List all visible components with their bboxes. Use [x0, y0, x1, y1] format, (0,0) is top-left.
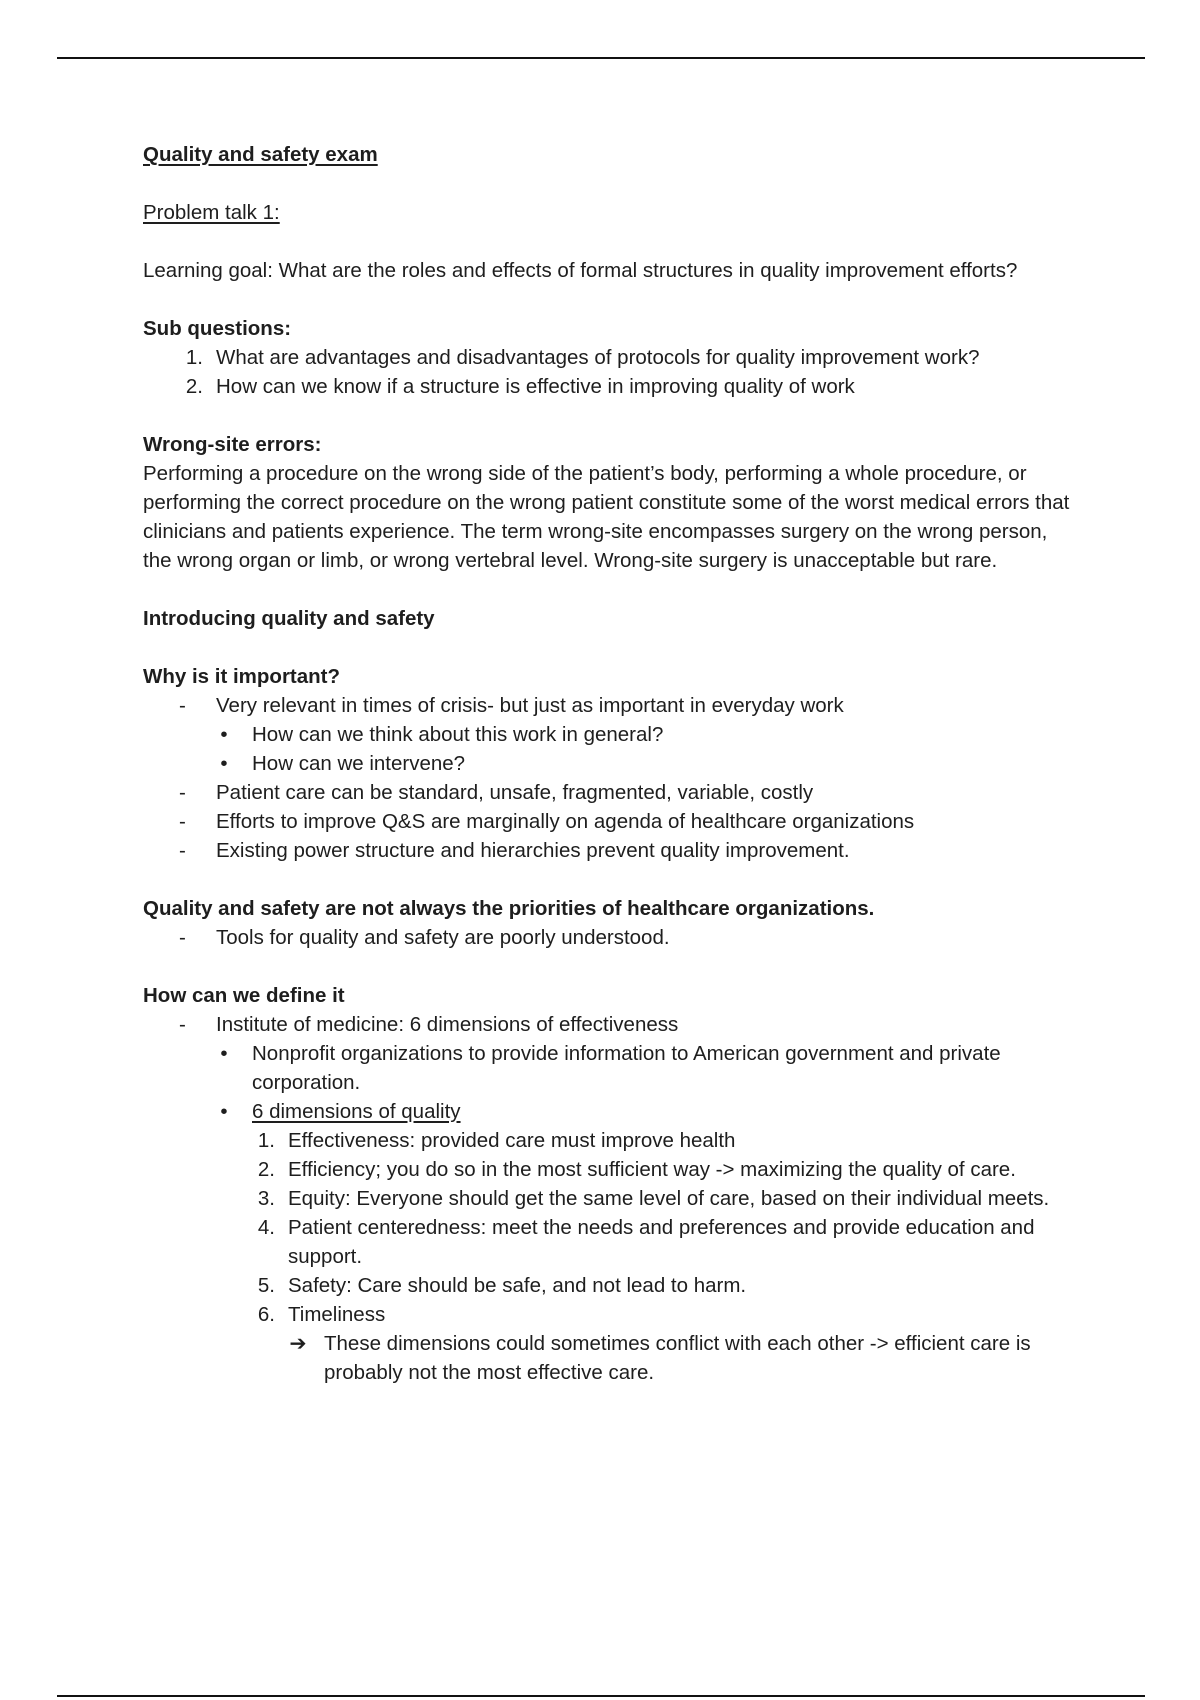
list-number: 5. [257, 1274, 275, 1297]
list-item-text: How can we know if a structure is effective in improving quality of work [216, 375, 855, 398]
define-heading: How can we define it [143, 984, 345, 1007]
list-item-text: Equity: Everyone should get the same level of care, based on their individual meets. [288, 1187, 1050, 1210]
introducing-heading: Introducing quality and safety [143, 607, 435, 630]
list-item [143, 691, 1073, 720]
list-item-text: Safety: Care should be safe, and not lead to harm. [288, 1274, 747, 1297]
list-item-text: Effectiveness: provided care must improve health [288, 1129, 736, 1152]
list-number: 2. [185, 375, 203, 398]
not-priorities-heading: Quality and safety are not always the priorities of healthcare organizations. [143, 897, 875, 920]
list-item-text: How can we intervene? [252, 752, 466, 775]
list-item-text: Patient centeredness: meet the needs and preferences and provide education and support. [288, 1216, 1035, 1268]
list-number: 2. [257, 1158, 275, 1181]
list-item-text: Timeliness [288, 1303, 386, 1326]
list-item [143, 372, 1073, 401]
header-rule [57, 57, 1145, 59]
learning-goal: Learning goal: What are the roles and effects of formal structures in quality improvement efforts? [143, 259, 1018, 282]
list-item [143, 720, 1073, 749]
dash-marker: - [179, 810, 186, 833]
list-item-text: These dimensions could sometimes conflict with each other -> efficient care is probably not the most effective care. [324, 1332, 1031, 1384]
footer-rule [57, 1695, 1145, 1697]
list-item-text: How can we think about this work in general? [252, 723, 664, 746]
list-item-text: Very relevant in times of crisis- but just as important in everyday work [216, 694, 844, 717]
wrong-site-body: Performing a procedure on the wrong side of the patient’s body, performing a whole procedure, or performing the correct procedure on the wrong patient constitute some of the worst medical errors that clinicians and patients experience. The term wrong-site encompasses surgery on the wrong person, the wrong organ or limb, or wrong vertebral level. Wrong-site surgery is unacceptable but rare. [143, 462, 1070, 572]
bullet-marker: • [220, 723, 228, 746]
dash-marker: - [179, 839, 186, 862]
list-item [143, 836, 1073, 865]
list-item [143, 1126, 1073, 1155]
list-item [143, 807, 1073, 836]
bullet-marker: • [220, 1100, 228, 1123]
list-item-text: Institute of medicine: 6 dimensions of effectiveness [216, 1013, 679, 1036]
sub-questions-heading: Sub questions: [143, 317, 292, 340]
bullet-marker: • [220, 1042, 228, 1065]
list-item-text: Tools for quality and safety are poorly understood. [216, 926, 670, 949]
problem-talk-heading: Problem talk 1: [143, 201, 280, 224]
document-page [143, 140, 1073, 1387]
list-item [143, 343, 1073, 372]
list-item-text: What are advantages and disadvantages of protocols for quality improvement work? [216, 346, 980, 369]
list-item [143, 749, 1073, 778]
list-item [143, 778, 1073, 807]
dash-marker: - [179, 781, 186, 804]
list-item [143, 1329, 1073, 1387]
dimensions-heading: 6 dimensions of quality [252, 1100, 461, 1123]
list-item [143, 1184, 1073, 1213]
list-number: 1. [185, 346, 203, 369]
list-number: 3. [257, 1187, 275, 1210]
list-item [143, 1213, 1073, 1271]
dash-marker: - [179, 926, 186, 949]
list-item [143, 1155, 1073, 1184]
list-item-text: Efficiency; you do so in the most sufficient way -> maximizing the quality of care. [288, 1158, 1016, 1181]
list-item [143, 1010, 1073, 1039]
bullet-marker: • [220, 752, 228, 775]
list-item [143, 1271, 1073, 1300]
list-number: 1. [257, 1129, 275, 1152]
wrong-site-heading: Wrong-site errors: [143, 433, 322, 456]
document-title: Quality and safety exam [143, 143, 378, 166]
list-item-text: Patient care can be standard, unsafe, fragmented, variable, costly [216, 781, 814, 804]
list-item-text: Existing power structure and hierarchies prevent quality improvement. [216, 839, 850, 862]
dash-marker: - [179, 1013, 186, 1036]
list-item [143, 1300, 1073, 1329]
list-item [143, 1039, 1073, 1097]
list-item [143, 1097, 1073, 1126]
dash-marker: - [179, 694, 186, 717]
list-number: 6. [257, 1303, 275, 1326]
list-number: 4. [257, 1216, 275, 1239]
why-important-heading: Why is it important? [143, 665, 341, 688]
list-item [143, 923, 1073, 952]
arrow-right-icon: ➔ [289, 1332, 307, 1355]
list-item-text: Nonprofit organizations to provide information to American government and private corporation. [252, 1042, 1001, 1094]
list-item-text: Efforts to improve Q&S are marginally on agenda of healthcare organizations [216, 810, 915, 833]
